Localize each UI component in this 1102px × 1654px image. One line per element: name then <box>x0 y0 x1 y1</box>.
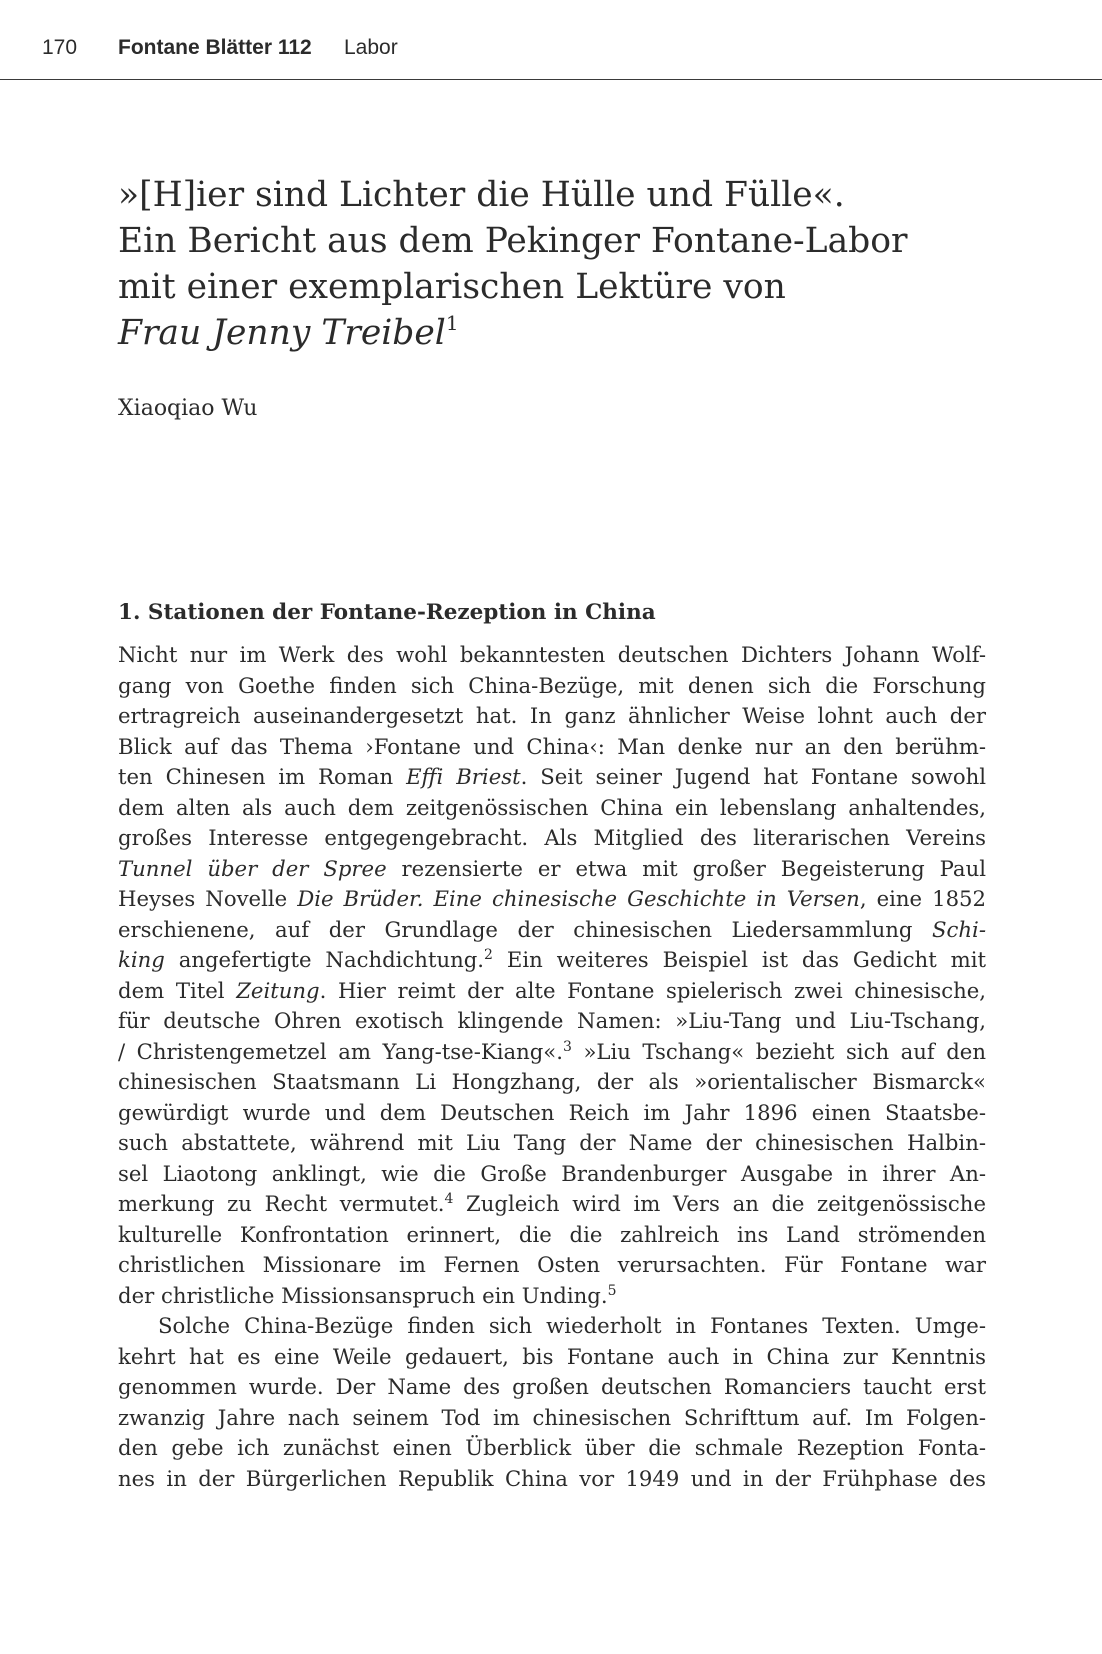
section-heading: 1. Stationen der Fontane-Rezeption in China <box>118 599 656 625</box>
footnote-ref: 3 <box>563 1038 572 1055</box>
text-line: genommen wurde. Der Name des großen deutschen Romanciers taucht erst <box>118 1374 986 1399</box>
text-line: king angefertigte Nachdichtung.$^2$ Ein weiteres Beispiel ist das Gedicht mit <box>118 947 986 972</box>
text-line: christlichen Missionare im Fernen Osten verursachten. Für Fontane war <box>118 1252 986 1277</box>
text-line: kulturelle Konfrontation erinnert, die die zahlreich ins Land strömenden <box>118 1221 986 1247</box>
text-line: / Christengemetzel am Yang-tse-Kiang«.$^3$ »Liu Tschang« bezieht sich auf den <box>118 1038 986 1064</box>
article-title <box>118 172 1018 356</box>
title-line: mit einer exemplarischen Lektüre von <box>118 267 786 307</box>
work-title-italic: Zeitung <box>236 977 320 1003</box>
text-line: gang von Goethe finden sich China-Bezüge, mit denen sich die Forschung <box>118 672 986 698</box>
footnote-ref: 5 <box>607 1282 617 1299</box>
text-line: such abstattete, während mit Liu Tang der Name der chinesischen Halbin- <box>118 1130 986 1155</box>
page-number: 170 <box>42 36 78 59</box>
text-line: chinesischen Staatsmann Li Hongzhang, der als »orientalischer Bismarck« <box>118 1069 986 1094</box>
section-name: Labor <box>344 36 398 59</box>
footnote-ref: 4 <box>444 1191 454 1207</box>
text-line: merkung zu Recht vermutet.$^4$ Zugleich wird im Vers an die zeitgenössische <box>118 1191 986 1216</box>
text-line: ten Chinesen im Roman Effi Briest. Seit seiner Jugend hat Fontane sowohl <box>118 764 986 789</box>
text-line: kehrt hat es eine Weile gedauert, bis Fontane auch in China zur Kenntnis <box>118 1343 986 1369</box>
text-line: dem Titel Zeitung. Hier reimt der alte Fontane spielerisch zwei chinesische, <box>118 977 987 1003</box>
text-line: erschienene, auf der Grundlage der chinesischen Liedersammlung Schi- <box>118 916 986 942</box>
title-footnote-ref: 1 <box>445 311 459 335</box>
text-line: ertragreich auseinandergesetzt hat. In ganz ähnlicher Weise lohnt auch der <box>118 703 986 728</box>
text-line: großes Interesse entgegengebracht. Als Mitglied des literarischen Vereins <box>118 825 986 850</box>
text-line: für deutsche Ohren exotisch klingende Namen: »Liu-Tang und Liu-Tschang, <box>118 1008 986 1033</box>
text-line: dem alten als auch dem zeitgenössischen China ein lebenslang anhaltendes, <box>118 794 986 820</box>
text-line: nes in der Bürgerlichen Republik China vor 1949 und in der Frühphase des <box>118 1465 986 1491</box>
paragraph-2 <box>118 1311 986 1494</box>
title-line: »[H]ier sind Lichter die Hülle und Fülle«. <box>118 175 845 215</box>
text-line: zwanzig Jahre nach seinem Tod im chinesischen Schrifttum auf. Im Folgen- <box>118 1404 986 1430</box>
work-title-italic: Schi- <box>932 916 986 942</box>
title-line: Ein Bericht aus dem Pekinger Fontane-Labor <box>118 221 908 261</box>
text-line: Solche China-Bezüge finden sich wiederholt in Fontanes Texten. Umge- <box>158 1313 986 1338</box>
title-work-italic: Frau Jenny Treibel <box>118 313 446 353</box>
text-line: Heyses Novelle Die Brüder. Eine chinesische Geschichte in Versen, eine 1852 <box>118 886 987 911</box>
text-line: Tunnel über der Spree rezensierte er etwa mit großer Begeisterung Paul <box>118 855 986 881</box>
work-title-italic: Effi Briest <box>406 764 521 789</box>
text-line: gewürdigt wurde und dem Deutschen Reich im Jahr 1896 einen Staatsbe- <box>118 1099 986 1125</box>
text-line: Nicht nur im Werk des wohl bekanntesten deutschen Dichters Johann Wolf- <box>118 642 986 667</box>
text-line: Blick auf das Thema ›Fontane und China‹: Man denke nur an den berühm- <box>118 733 986 759</box>
title-line <box>118 310 1018 356</box>
author-name: Xiaoqiao Wu <box>118 396 258 421</box>
body-text <box>118 640 986 1494</box>
work-title-italic: king <box>118 947 165 972</box>
text-line: den gebe ich zunächst einen Überblick über die schmale Rezeption Fonta- <box>118 1435 986 1460</box>
paragraph-1 <box>118 640 986 1311</box>
work-title-italic: Tunnel über der Spree <box>118 855 387 881</box>
text-line: der christliche Missionsanspruch ein Unding.$^5$ <box>118 1282 617 1308</box>
work-title-italic: Die Brüder. Eine chinesische Geschichte in Versen <box>297 886 860 911</box>
running-head <box>0 0 1102 80</box>
journal-name: Fontane Blätter 112 <box>118 36 312 59</box>
text-line: sel Liaotong anklingt, wie die Große Brandenburger Ausgabe in ihrer An- <box>118 1160 986 1186</box>
footnote-ref: 2 <box>484 947 493 963</box>
